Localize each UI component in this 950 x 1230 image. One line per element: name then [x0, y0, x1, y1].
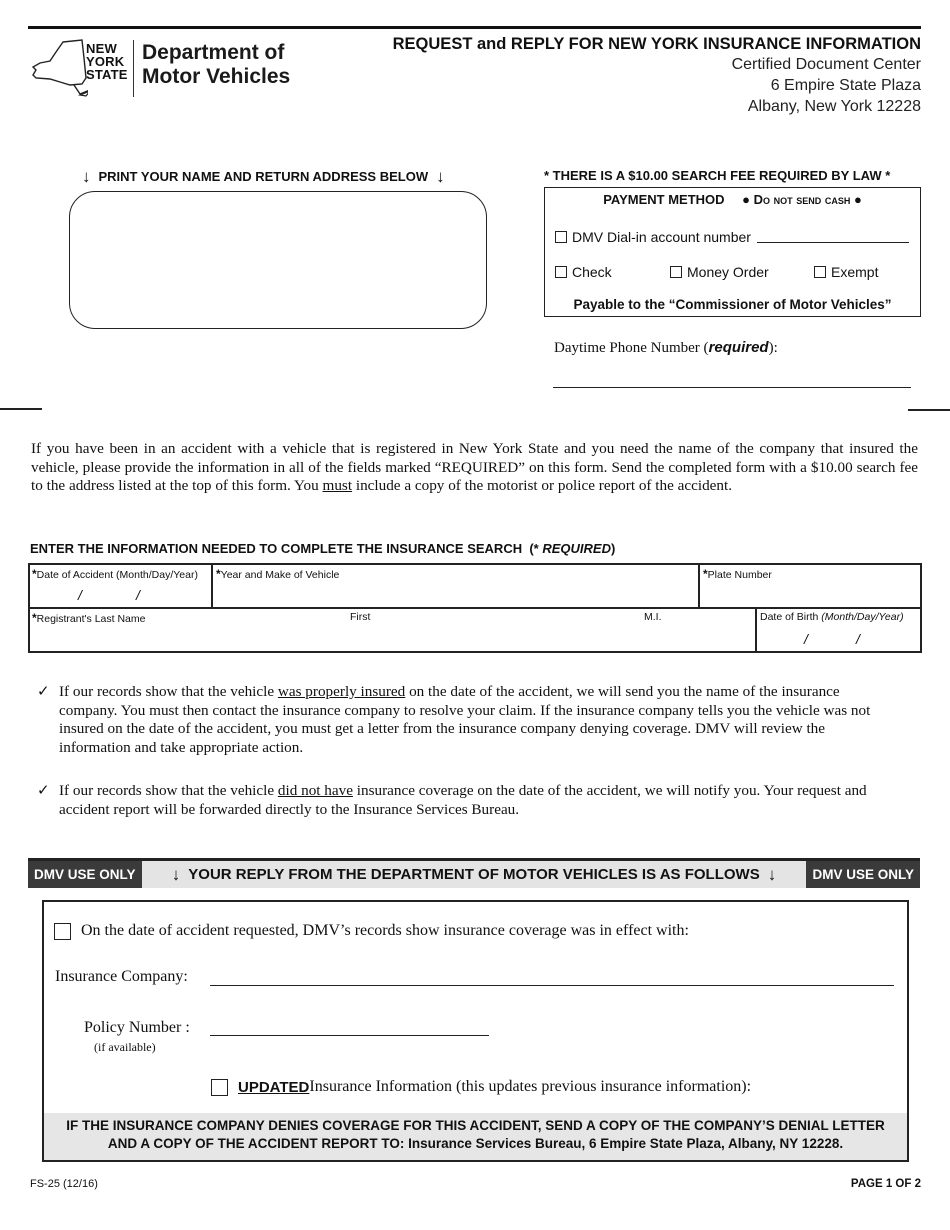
- intro-emphasis: must: [322, 477, 353, 495]
- updated-label: UPDATED: [238, 1078, 310, 1096]
- insurance-search-grid: [28, 563, 922, 653]
- dmv-use-only-badge: DMV USE ONLY: [806, 861, 920, 888]
- last-name-label: Registrant's Last Name: [36, 613, 146, 625]
- date-of-birth-format: (Month/Day/Year): [821, 611, 904, 623]
- plate-number-label: Plate Number: [707, 569, 772, 581]
- checkmark-icon: ✓: [37, 683, 50, 700]
- dialin-label: DMV Dial-in account number: [572, 229, 751, 245]
- reply-heading: [142, 866, 807, 883]
- page-number: PAGE 1 OF 2: [850, 1178, 921, 1190]
- date-separator: /: [804, 631, 808, 647]
- grid-divider: [211, 565, 213, 607]
- coverage-row: [54, 922, 689, 940]
- bullet-not-insured: [37, 782, 897, 819]
- date-of-accident-field[interactable]: [32, 567, 210, 607]
- required-note-prefix: (*: [529, 541, 543, 556]
- form-id: FS-25 (12/16): [30, 1178, 98, 1190]
- date-of-birth-label: Date of Birth: [760, 611, 819, 623]
- intro-paragraph: [31, 440, 918, 496]
- reply-heading-text: YOUR REPLY FROM THE DEPARTMENT OF MOTOR VEHICLES IS AS FOLLOWS: [188, 866, 760, 883]
- bullet-text-part: If our records show that the vehicle: [59, 683, 278, 700]
- coverage-text: On the date of accident requested, DMV’s records show insurance coverage was in effect with:: [81, 922, 689, 939]
- money-order-label: Money Order: [687, 264, 769, 280]
- phone-required-text: required: [708, 339, 769, 356]
- middle-initial-field[interactable]: [644, 611, 752, 649]
- payable-to-text: Payable to the “Commissioner of Motor Vehicles”: [573, 297, 892, 312]
- policy-number-label: Policy Number :: [84, 1019, 190, 1036]
- checkmark-icon: ✓: [37, 782, 50, 799]
- down-arrow-icon: ↓: [436, 167, 445, 186]
- grid-divider: [698, 565, 700, 607]
- logo-state-text: [86, 42, 128, 81]
- header-rule: [28, 26, 921, 29]
- intro-text: include a copy of the motorist or police report of the accident.: [352, 477, 733, 495]
- denial-notice-line: IF THE INSURANCE COMPANY DENIES COVERAGE FOR THIS ACCIDENT, SEND A COPY OF THE COMPANY’S DENIAL LETTER: [66, 1118, 885, 1133]
- address-line: Albany, New York 12228: [747, 98, 921, 115]
- updated-text: Insurance Information (this updates previous insurance information):: [309, 1078, 752, 1095]
- exempt-option[interactable]: [814, 264, 878, 280]
- first-name-field[interactable]: [350, 611, 640, 649]
- dmv-logo: [30, 38, 300, 100]
- logo-state-line: STATE: [86, 67, 128, 82]
- year-make-label: Year and Make of Vehicle: [220, 569, 340, 581]
- check-label: Check: [572, 264, 612, 280]
- bullet-emphasis: did not have: [277, 782, 353, 799]
- search-heading: [30, 541, 615, 556]
- date-separator: /: [856, 631, 860, 647]
- bullet-insured: [37, 683, 897, 758]
- payment-heading-text: PAYMENT METHOD: [603, 192, 725, 207]
- plate-number-field[interactable]: [703, 567, 918, 607]
- logo-dept-line: Motor Vehicles: [142, 65, 291, 88]
- check-option[interactable]: [555, 264, 612, 280]
- bullet-text-part: insurance coverage on the date of the accident, we will notify you. Your request and accident report will be forwarded directly to the Insurance Services Bureau.: [59, 782, 867, 818]
- document-title: REQUEST and REPLY FOR NEW YORK INSURANCE INFORMATION: [392, 35, 921, 53]
- bullet-text: [59, 782, 897, 819]
- search-fee-notice: * THERE IS A $10.00 SEARCH FEE REQUIRED BY LAW *: [544, 168, 891, 183]
- search-heading-text: ENTER THE INFORMATION NEEDED TO COMPLETE THE INSURANCE SEARCH: [30, 541, 523, 556]
- phone-label: [554, 339, 778, 357]
- new-york-state-map-icon: [30, 38, 88, 100]
- return-address-field[interactable]: [69, 191, 487, 329]
- dmv-use-only-badge: DMV USE ONLY: [28, 861, 142, 888]
- required-asterisk: *: [32, 611, 37, 625]
- fold-mark-left: [0, 408, 42, 410]
- phone-label-prefix: Daytime Phone Number (: [554, 340, 709, 356]
- required-note: REQUIRED: [542, 541, 611, 556]
- denial-notice-line: AND A COPY OF THE ACCIDENT REPORT TO: Insurance Services Bureau, 6 Empire State Plaza, Albany, NY 12228.: [107, 1136, 844, 1151]
- date-of-accident-label: Date of Accident (Month/Day/Year): [36, 569, 198, 581]
- grid-divider: [30, 607, 920, 609]
- updated-row: [211, 1078, 751, 1096]
- phone-input[interactable]: [553, 387, 911, 388]
- first-name-label: First: [350, 611, 371, 623]
- return-address-label: [82, 168, 445, 185]
- exempt-checkbox[interactable]: [814, 266, 826, 278]
- exempt-label: Exempt: [831, 264, 879, 280]
- payment-method-box: [544, 187, 921, 317]
- grid-divider: [755, 608, 757, 651]
- insurance-company-label: Insurance Company:: [55, 968, 188, 985]
- date-separator: /: [136, 587, 140, 603]
- phone-label-suffix: ):: [768, 340, 778, 356]
- denial-notice: [44, 1113, 907, 1160]
- middle-initial-label: M.I.: [644, 611, 662, 623]
- year-make-field[interactable]: [216, 567, 696, 607]
- logo-dept-line: Department of: [142, 41, 285, 64]
- bullet-text-part: on the date of the accident, we will send you the name of the insurance company. You must then contact the insurance company to resolve your claim. If the insurance company tells you the vehicle was not insured on the date of the accident, you must get a letter from the insurance company denying coverage. DMV will review the information and take appropriate action.: [59, 683, 871, 757]
- down-arrow-icon: ↓: [82, 167, 91, 186]
- intro-text: If you have been in an accident with a vehicle that is registered in New York State and you need the name of the company that insured the vehicle, please provide the information in all of the fields marked “REQUIRED” on this form. Send the completed form with a $10.00 search fee to the address listed at the top of this form. You: [31, 440, 918, 495]
- logo-department-name: [142, 41, 290, 89]
- bullet-text: [59, 683, 897, 758]
- policy-number-sublabel: (if available): [94, 1040, 156, 1054]
- last-name-field[interactable]: [32, 611, 342, 649]
- dialin-checkbox[interactable]: [555, 231, 567, 243]
- required-asterisk: *: [703, 567, 708, 581]
- updated-checkbox[interactable]: [211, 1079, 228, 1096]
- money-order-checkbox[interactable]: [670, 266, 682, 278]
- dmv-reply-box: [42, 900, 909, 1162]
- payment-method-heading: [545, 192, 920, 207]
- date-of-birth-field[interactable]: [760, 611, 918, 649]
- check-checkbox[interactable]: [555, 266, 567, 278]
- down-arrow-icon: ↓: [767, 865, 777, 884]
- bullet-emphasis: was properly insured: [277, 683, 406, 700]
- address-line: Certified Document Center: [731, 56, 921, 73]
- required-note-suffix: ): [610, 541, 616, 556]
- required-asterisk: *: [32, 567, 37, 581]
- required-asterisk: *: [216, 567, 221, 581]
- do-not-send-cash-notice: ● Do not send cash ●: [742, 192, 862, 207]
- money-order-option[interactable]: [670, 264, 769, 280]
- fold-mark-right: [908, 409, 950, 411]
- dmv-reply-bar: [28, 858, 920, 888]
- logo-state-line: NEW: [86, 41, 117, 56]
- dialin-row: [555, 229, 909, 245]
- policy-number-input[interactable]: [210, 1035, 489, 1036]
- bullet-text-part: If our records show that the vehicle: [59, 782, 278, 799]
- insurance-company-input[interactable]: [210, 985, 894, 986]
- coverage-checkbox[interactable]: [54, 923, 71, 940]
- address-line: 6 Empire State Plaza: [770, 77, 921, 94]
- down-arrow-icon: ↓: [171, 865, 181, 884]
- dialin-account-input[interactable]: [757, 231, 909, 243]
- return-address-label-text: PRINT YOUR NAME AND RETURN ADDRESS BELOW: [98, 169, 429, 184]
- logo-state-line: YORK: [86, 54, 125, 69]
- date-separator: /: [78, 587, 82, 603]
- logo-divider: [133, 40, 134, 97]
